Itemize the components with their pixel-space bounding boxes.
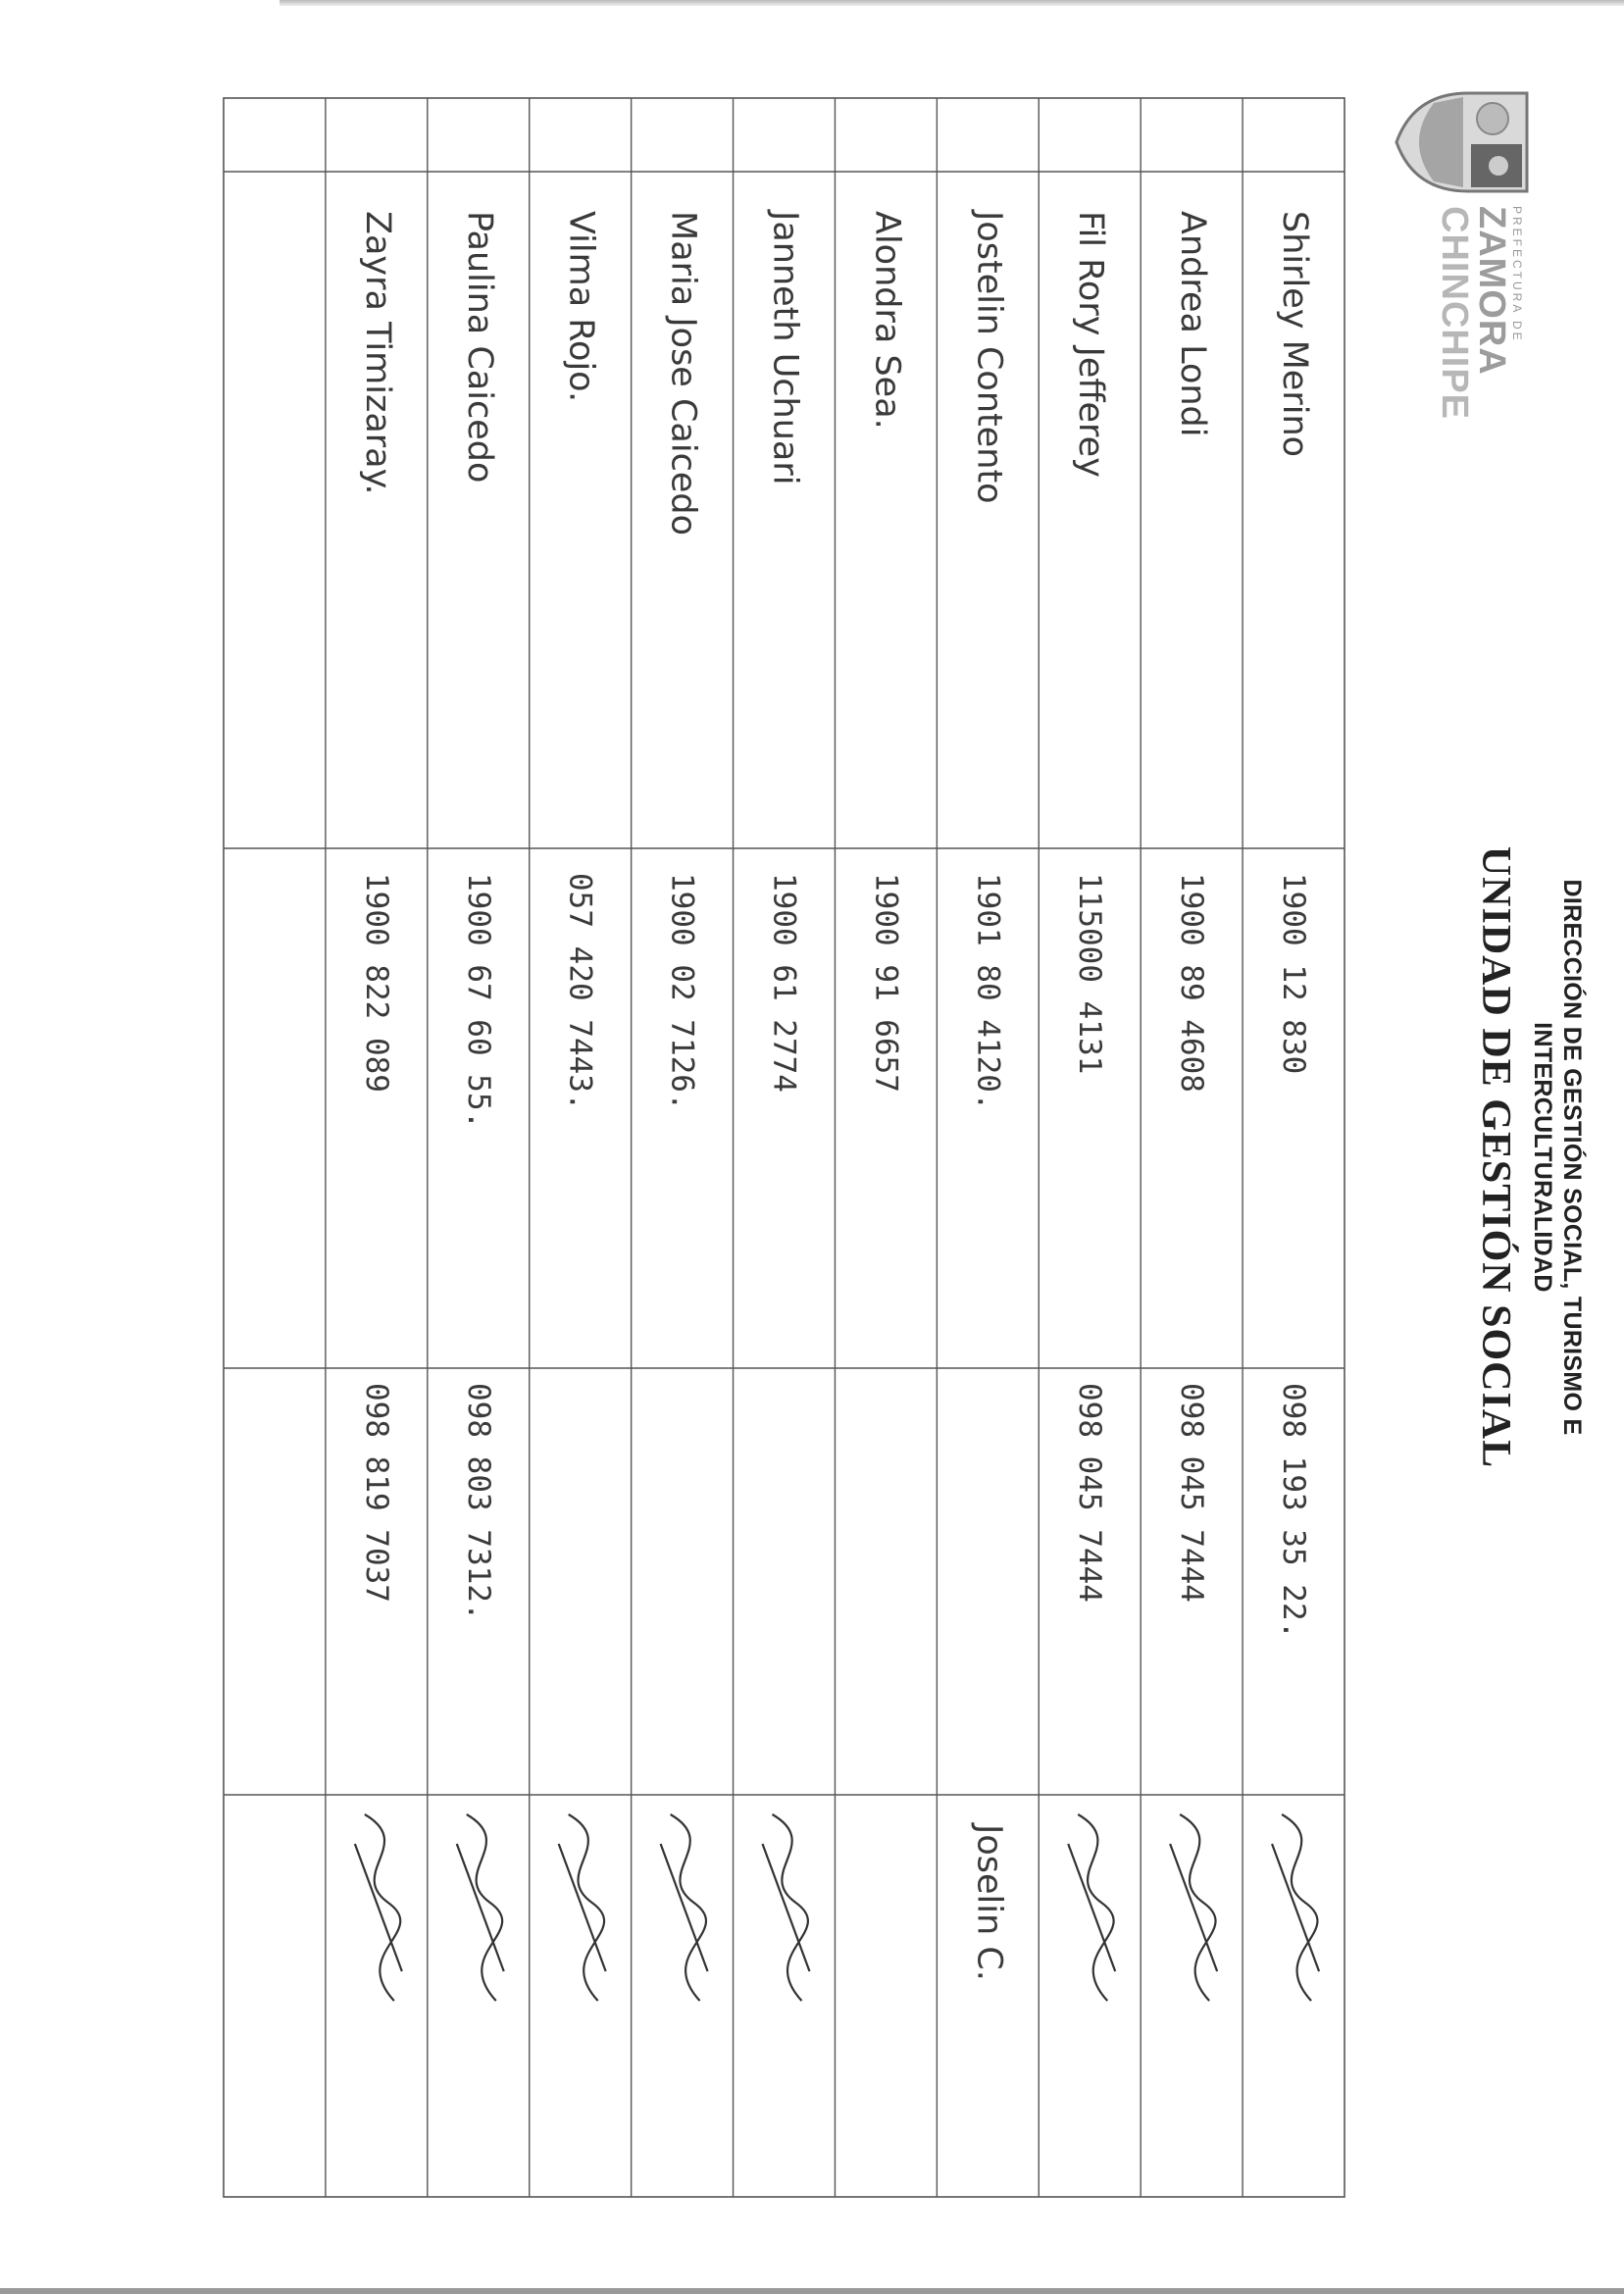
participant-signature: [1068, 1814, 1115, 2001]
participant-id-number: 1900 89 4608: [1174, 873, 1210, 1093]
participant-id-number: 1900 822 089: [358, 873, 394, 1093]
participant-id-number: 1900 61 2774: [766, 873, 802, 1093]
participant-id-number: 115000 4131: [1072, 873, 1108, 1075]
logo-name-line1: ZAMORA: [1471, 206, 1512, 376]
participant-id-number: 1900 02 7126.: [664, 873, 700, 1111]
participant-name: Zayra Timizaray.: [357, 211, 397, 495]
participant-signature: [1272, 1814, 1319, 2001]
participant-name: Maria Jose Caicedo: [663, 211, 703, 535]
participant-phone: 098 045 7444: [1174, 1383, 1210, 1603]
participant-signature: [763, 1814, 810, 2001]
participant-id-number: 1900 67 60 55.: [460, 873, 496, 1130]
participant-signature: [355, 1814, 402, 2001]
participant-id-number: 1900 91 6657: [868, 873, 904, 1093]
participant-name: Janneth Uchuari: [765, 211, 805, 485]
participant-name: Fil Rory Jefferey: [1071, 211, 1111, 478]
participant-signature: [559, 1814, 606, 2001]
participant-name: Jostelin Contento: [969, 211, 1009, 504]
logo-small-text: PREFECTURA DE: [1510, 206, 1524, 343]
participant-signature: Joselin C.: [969, 1824, 1009, 1981]
logo-name-line2: CHINCHIPE: [1434, 206, 1475, 421]
participant-signature: [457, 1814, 504, 2001]
participant-name: Shirley Merino: [1275, 211, 1315, 458]
participant-phone: 098 819 7037: [358, 1383, 394, 1603]
header-line2: INTERCULTURALIDAD: [1529, 1022, 1556, 1293]
participant-name: Alondra Sea.: [867, 211, 907, 430]
participant-id-number: 1900 12 830: [1276, 873, 1312, 1075]
participant-id-number: 1901 80 4120.: [970, 873, 1006, 1111]
header-line1: DIRECCIÓN DE GESTIÓN SOCIAL, TURISMO E: [1558, 879, 1586, 1436]
participant-phone: 098 803 7312.: [460, 1383, 496, 1621]
participant-signature: [661, 1814, 708, 2001]
participant-name: Vilma Rojo.: [561, 211, 601, 403]
page-title: UNIDAD DE GESTIÓN SOCIAL: [1473, 845, 1518, 1469]
participant-id-number: 057 420 7443.: [562, 873, 598, 1111]
participant-name: Andrea Londi: [1173, 211, 1213, 437]
participant-phone: 098 045 7444: [1072, 1383, 1108, 1603]
participant-phone: 098 193 35 22.: [1276, 1383, 1312, 1640]
participant-signature: [1170, 1814, 1217, 2001]
participant-name: Paulina Caicedo: [459, 211, 499, 484]
